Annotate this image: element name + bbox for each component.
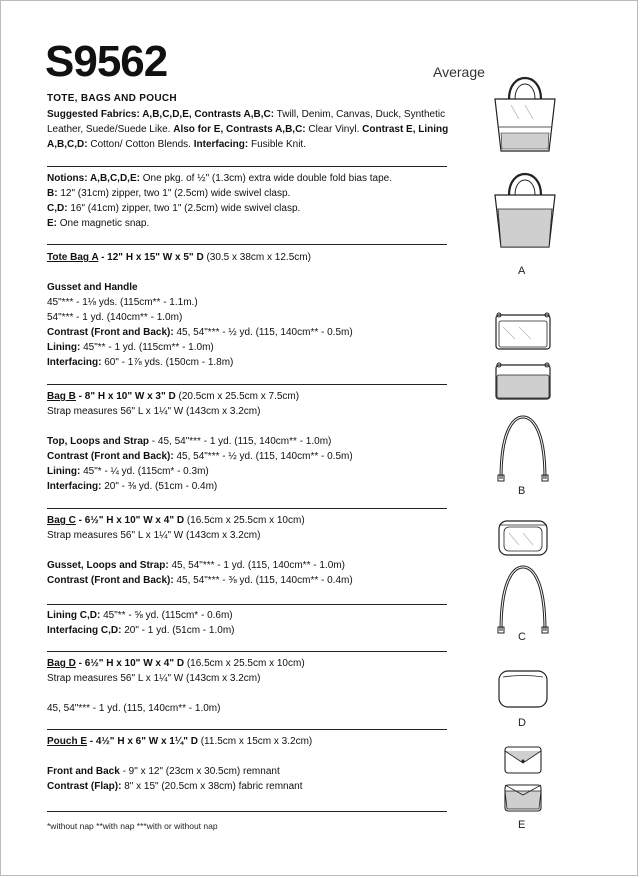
skill-level: Average	[433, 64, 485, 80]
tote-a-yardage: 54"*** - 1 yd. (140cm** - 1.0m)	[47, 312, 183, 323]
bag-d-illustration	[495, 665, 551, 711]
nap-footnote: *without nap **with nap ***with or without nap	[47, 821, 218, 831]
bag-d-heading: Bag D - 6½" H x 10" W x 4" D (16.5cm x 25.5cm x 10cm)	[47, 658, 305, 669]
divider	[47, 729, 447, 730]
bag-c-strap-illustration	[495, 563, 551, 635]
view-label-a: A	[518, 265, 526, 277]
bag-c-gusset: Gusset, Loops and Strap: 45, 54"*** - 1 yd. (115, 140cm** - 1.0m)	[47, 560, 345, 571]
tote-a-illustration	[485, 163, 565, 255]
view-label-e: E	[518, 819, 526, 831]
tote-a-illustration	[485, 67, 565, 159]
pouch-e-flap: Contrast (Flap): 8" x 15" (20.5cm x 38cm) fabric remnant	[47, 781, 303, 792]
suggested-fabrics: Suggested Fabrics: A,B,C,D,E, Contrasts A,B,C: Twill, Denim, Canvas, Duck, Synthetic Leather, Suede/Suede Like. Also for E, Contrasts A,B,C: Clear Vinyl. Contrast E, Lining A,B,C,D: Cotton/ Cotton Blends. Interfacing: Fusible Knit.	[47, 109, 449, 150]
bag-b-contrast: Contrast (Front and Back): 45, 54"*** - ½ yd. (115, 140cm** - 0.5m)	[47, 451, 353, 462]
tote-a-gusset-label: Gusset and Handle	[47, 282, 138, 293]
pattern-number: S9562	[45, 37, 168, 86]
pouch-e-heading: Pouch E - 4½" H x 6" W x 1¼" D (11.5cm x 15cm x 3.2cm)	[47, 736, 313, 747]
divider	[47, 384, 447, 385]
bag-c-heading: Bag C - 6½" H x 10" W x 4" D (16.5cm x 25.5cm x 10cm)	[47, 515, 305, 526]
pouch-e-illustration	[501, 743, 545, 775]
view-label-c: C	[518, 631, 526, 643]
tote-a-contrast: Contrast (Front and Back): 45, 54"*** - ½ yd. (115, 140cm** - 0.5m)	[47, 327, 353, 338]
bag-b-illustration	[493, 359, 553, 401]
bag-d-strap: Strap measures 56" L x 1¼" W (143cm x 3.2cm)	[47, 673, 261, 684]
divider	[47, 244, 447, 245]
bag-c-strap: Strap measures 56" L x 1¼" W (143cm x 3.2cm)	[47, 530, 261, 541]
bag-d-fabric: 45, 54"*** - 1 yd. (115, 140cm** - 1.0m)	[47, 703, 221, 714]
tote-a-heading: Tote Bag A - 12" H x 15" W x 5" D (30.5 x 38cm x 12.5cm)	[47, 252, 311, 263]
tote-a-lining: Lining: 45"** - 1 yd. (115cm** - 1.0m)	[47, 342, 214, 353]
divider	[47, 166, 447, 167]
notions-line: B: 12" (31cm) zipper, two 1" (2.5cm) wide swivel clasp.	[47, 188, 291, 199]
tote-a-interfacing: Interfacing: 60" - 1⅞ yds. (150cm - 1.8m)	[47, 357, 234, 368]
bag-b-heading: Bag B - 8" H x 10" W x 3" D (20.5cm x 25.5cm x 7.5cm)	[47, 391, 300, 402]
pouch-e-illustration	[501, 781, 545, 813]
bag-b-illustration	[493, 309, 553, 351]
view-label-d: D	[518, 717, 526, 729]
bag-c-illustration	[495, 513, 551, 559]
lining-cd: Lining C,D: 45"** - ⅝ yd. (115cm* - 0.6m)	[47, 610, 233, 621]
pattern-subtitle: TOTE, BAGS AND POUCH	[47, 93, 177, 104]
divider	[47, 651, 447, 652]
notions-line: Notions: A,B,C,D,E: One pkg. of ½" (1.3cm) extra wide double fold bias tape.	[47, 173, 392, 184]
notions-line: E: One magnetic snap.	[47, 218, 150, 229]
tote-a-yardage: 45"*** - 1⅛ yds. (115cm** - 1.1m.)	[47, 297, 198, 308]
notions-line: C,D: 16" (41cm) zipper, two 1" (2.5cm) wide swivel clasp.	[47, 203, 301, 214]
bag-b-interfacing: Interfacing: 20" - ⅜ yd. (51cm - 0.4m)	[47, 481, 218, 492]
interfacing-cd: Interfacing C,D: 20" - 1 yd. (51cm - 1.0m)	[47, 625, 235, 636]
view-label-b: B	[518, 485, 526, 497]
pouch-e-front: Front and Back - 9" x 12" (23cm x 30.5cm) remnant	[47, 766, 280, 777]
divider	[47, 508, 447, 509]
bag-b-strap: Strap measures 56" L x 1¼" W (143cm x 3.2cm)	[47, 406, 261, 417]
bag-b-strap-illustration	[495, 413, 551, 483]
bag-b-lining: Lining: 45"* - ¼ yd. (115cm* - 0.3m)	[47, 466, 209, 477]
divider	[47, 604, 447, 605]
bag-c-contrast: Contrast (Front and Back): 45, 54"*** - ⅜ yd. (115, 140cm** - 0.4m)	[47, 575, 353, 586]
divider	[47, 811, 447, 812]
bag-b-top: Top, Loops and Strap - 45, 54"*** - 1 yd. (115, 140cm** - 1.0m)	[47, 436, 332, 447]
